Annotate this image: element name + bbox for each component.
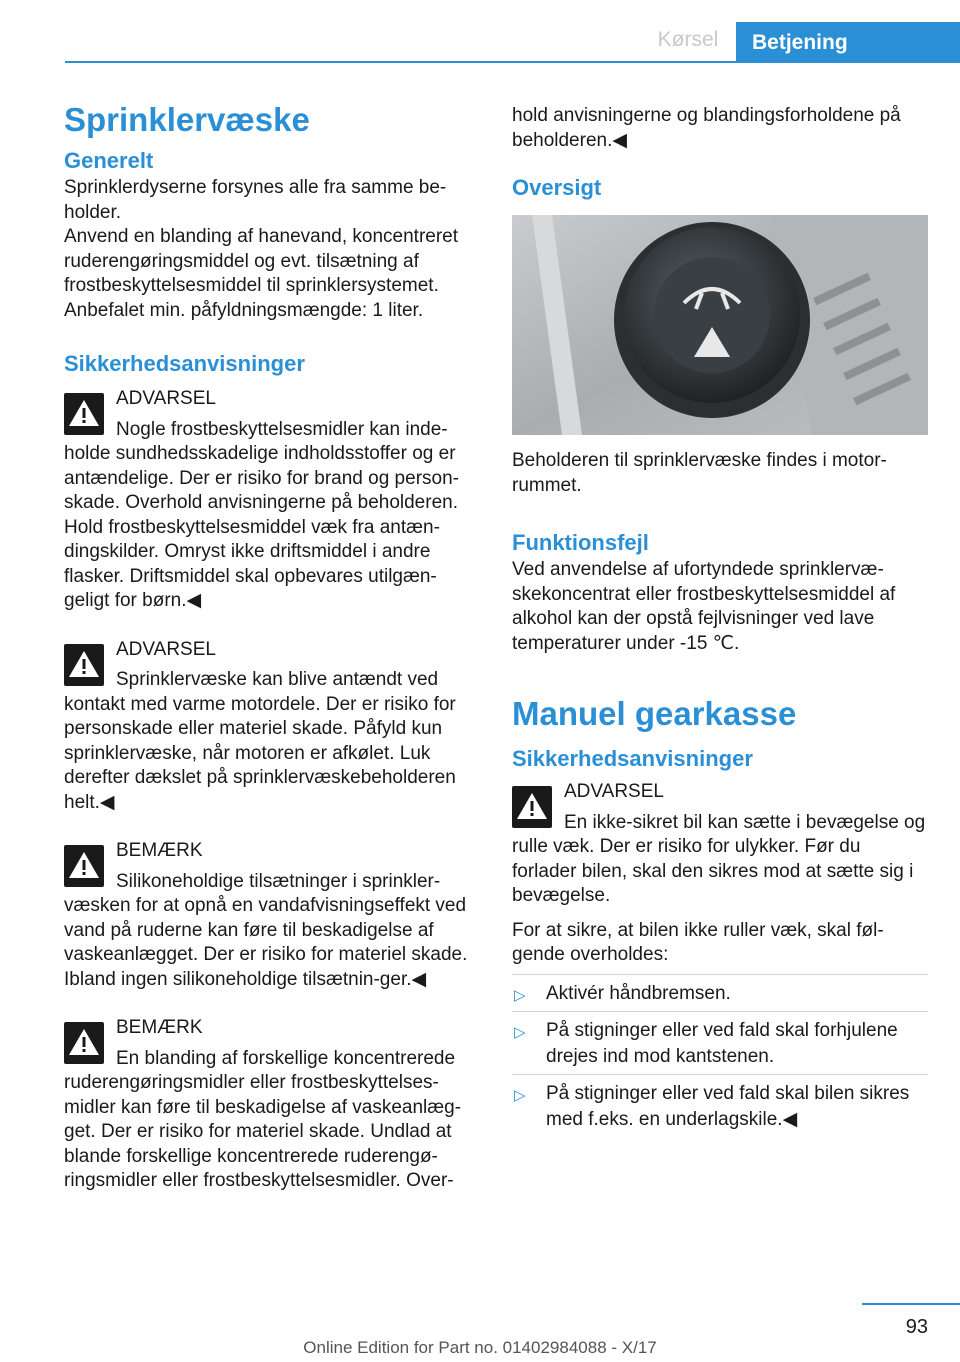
header-rule [65,61,960,63]
list-item [512,1074,928,1137]
left-column [64,96,480,1194]
notice-label: BEMÆRK [116,840,203,861]
bullet-triangle-icon: ▷ [514,986,526,1004]
list-item-text: Aktivér håndbremsen. [546,982,731,1004]
funktionsfejl-paragraph: Ved anvendelse af ufortyndede sprinklervæ‐skekoncentrat eller frostbeskyttelsesmiddel af alkohol kan der opstå fejlvisninger ved lave temperaturer under -15 ℃. [512,559,896,654]
list-item-text: På stigninger eller ved fald skal bilen sikres med f.eks. en underlagskile.◀ [546,1082,910,1130]
notice-block-1 [64,839,480,992]
section-heading-oversigt: Oversigt [512,175,602,200]
page-title: Sprinklervæske [64,101,310,138]
warning-block-1 [64,387,480,614]
section-heading-sikkerhed-2: Sikkerhedsanvisninger [512,746,753,771]
footer-rule [862,1303,960,1305]
section-heading-funktionsfejl: Funktionsfejl [512,530,649,555]
generelt-paragraph-3: Anbefalet min. påfyldningsmængde: 1 liter. [64,299,424,321]
continued-text: hold anvisningerne og blandingsforholdene på beholderen.◀ [512,105,901,151]
notice-text: Silikoneholdige tilsætninger i sprinkler‐væsken for at opnå en vandafvisningseffekt ved vand på ruderne kan føre til beskadigelse af vaskeanlægget. Der er risiko for materiel skade. Ibland ingen silikoneholdige tilsætnin‐ger.◀ [64,870,468,990]
sikre-paragraph: For at sikre, at bilen ikke ruller væk, skal føl‐gende overholdes: [512,919,884,965]
steps-list [512,974,928,1137]
warning-text: Nogle frostbeskyttelsesmidler kan inde‐holde sundhedsskadelige indholdsstoffer og er antændelige. Der er risiko for brand og person‐skade. Overhold anvisningerne på beholderen. Hold frostbeskyttelsesmiddel væk fra antæn‐dingskilder. Omryst ikke driftsmiddel i andre flasker. Driftsmiddel skal opbevares utilgæn‐geligt for børn.◀ [64,418,459,611]
generelt-paragraph-1: Sprinklerdyserne forsynes alle fra samme be‐holder. [64,177,447,223]
generelt-paragraph-2: Anvend en blanding af hanevand, koncentreret ruderengøringsmiddel og evt. tilsætning af frostbeskyttelsesmiddel til sprinklersystemet. [64,226,459,296]
bullet-triangle-icon: ▷ [514,1023,526,1041]
right-column [512,104,928,1137]
list-item-text: På stigninger eller ved fald skal forhjulene drejes ind mod kantstenen. [546,1019,898,1067]
tab-korsel[interactable]: Kørsel [657,28,719,51]
section-heading-generelt: Generelt [64,148,154,173]
warning-triangle-icon [64,393,104,435]
tab-betjening[interactable]: Betjening [736,22,960,62]
photo-caption: Beholderen til sprinklervæske findes i motor‐rummet. [512,450,887,496]
notice-label: BEMÆRK [116,1017,203,1038]
footer-edition: Online Edition for Part no. 01402984088 - X/17 [303,1338,657,1357]
warning-triangle-icon [64,1022,104,1064]
warning-text: Sprinklervæske kan blive antændt ved kontakt med varme motordele. Der er risiko for personskade eller materiel skade. Påfyld kun sprinklervæske, når motoren er afkølet. Luk derefter dækslet på sprinklervæskebeholderen helt.◀ [64,669,456,813]
warning-triangle-icon [512,786,552,828]
notice-block-2 [64,1016,480,1194]
warning-triangle-icon [64,644,104,686]
bullet-triangle-icon: ▷ [514,1086,526,1104]
page-number: 93 [905,1316,928,1338]
warning-block-3 [512,780,928,909]
warning-block-2 [64,638,480,816]
page-header [0,0,960,62]
reservoir-photo [512,215,928,435]
notice-text: En blanding af forskellige koncentrerede ruderengøringsmidler eller frostbeskyttelses‐midler kan føre til beskadigelse af vaskeanlæg‐get. Der er risiko for materiel skade. Undlad at blande forskellige koncentrerede ruderengø‐ringsmidler eller frostbeskyttelsesmidler. Over‐ [64,1047,462,1191]
list-item [512,974,928,1011]
warning-label: ADVARSEL [116,638,216,660]
warning-label: ADVARSEL [564,781,664,802]
warning-text: En ikke-sikret bil kan sætte i bevægelse og rulle væk. Der er risiko for ulykker. Før du forlader bilen, skal den sikres mod at sætte sig i bevægelse. [512,811,926,906]
warning-label: ADVARSEL [116,388,216,409]
warning-triangle-icon [64,845,104,887]
list-item [512,1011,928,1074]
section-heading-sikkerhed: Sikkerhedsanvisninger [64,351,305,376]
section-title-manuel-gearkasse: Manuel gearkasse [512,695,797,732]
